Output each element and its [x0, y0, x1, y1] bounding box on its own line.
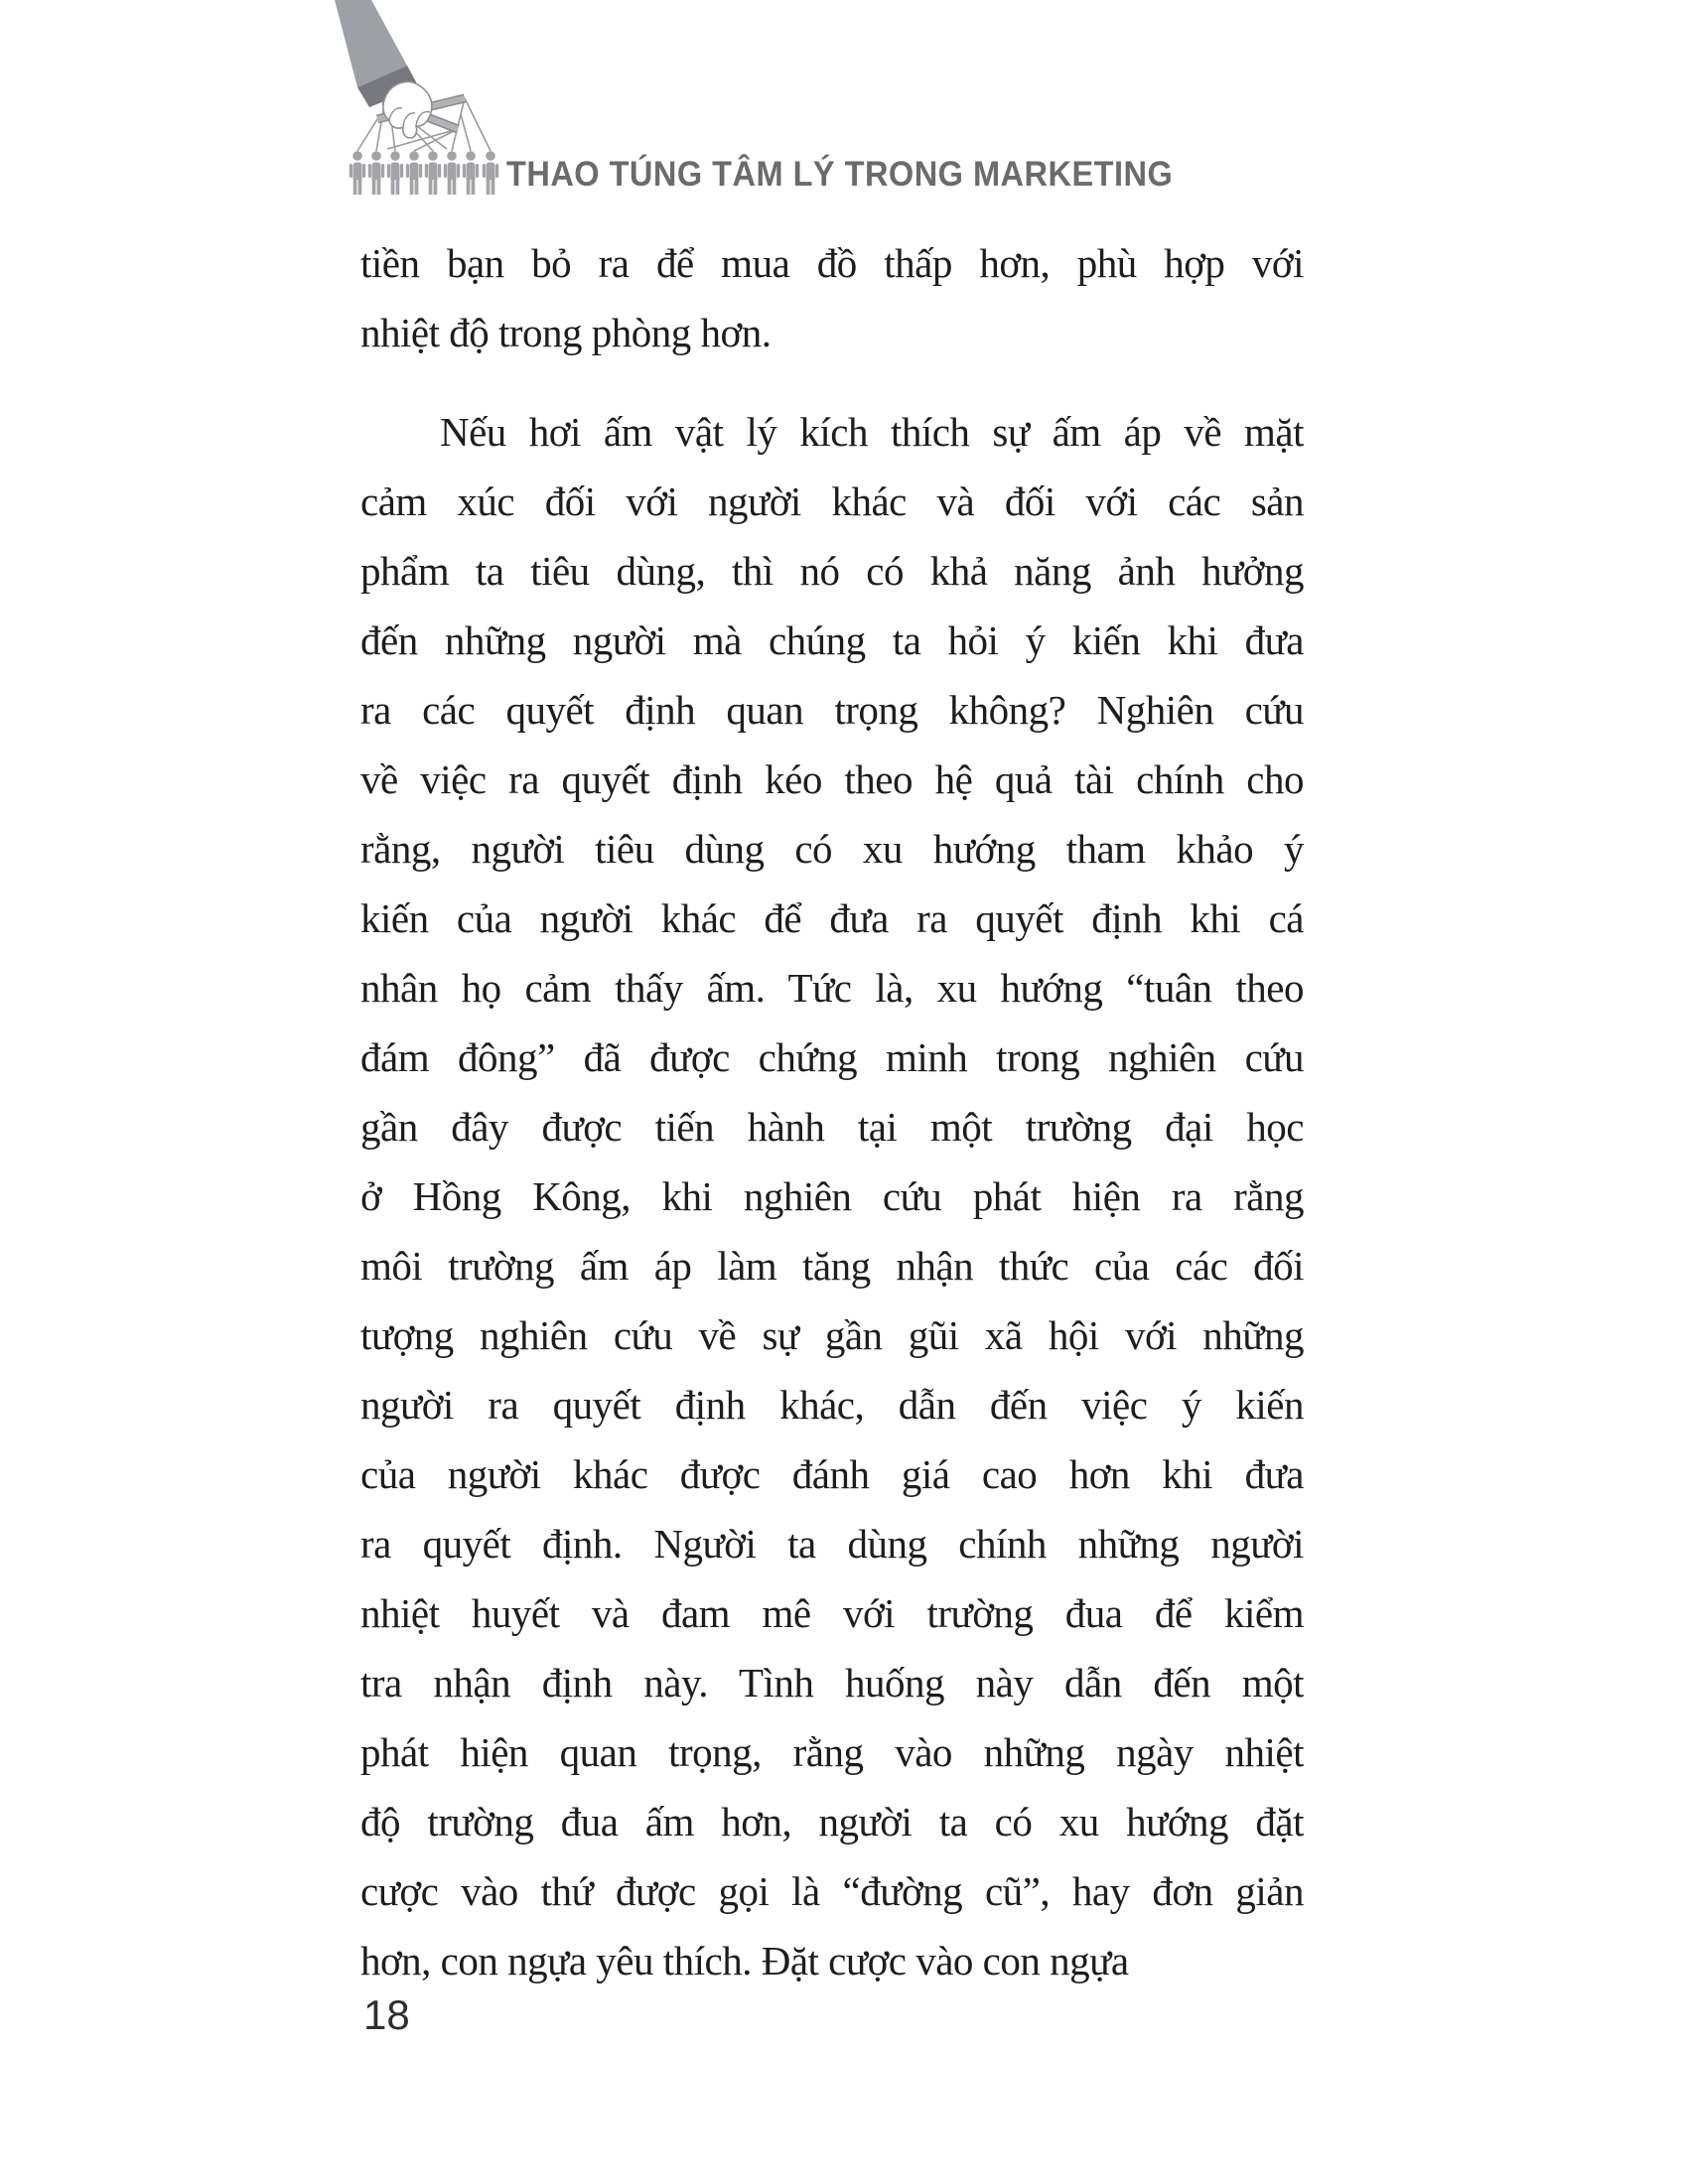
text-line: đến những người mà chúng ta hỏi ý kiến khi đưa — [360, 617, 1304, 663]
text-line: phát hiện quan trọng, rằng vào những ngày nhiệt — [360, 1729, 1304, 1775]
page-number: 18 — [363, 1991, 410, 2038]
running-head-title: THAO TÚNG TÂM LÝ TRONG MARKETING — [506, 155, 1174, 194]
text-line: gần đây được tiến hành tại một trường đại học — [360, 1104, 1304, 1150]
text-line: tiền bạn bỏ ra để mua đồ thấp hơn, phù hợp với — [360, 240, 1304, 286]
puppet-people-row — [350, 151, 498, 195]
text-line: của người khác được đánh giá cao hơn khi đưa — [360, 1451, 1304, 1497]
text-line: phẩm ta tiêu dùng, thì nó có khả năng ảnh hưởng — [360, 548, 1304, 594]
puppeteer-marionette-logo-icon — [328, 0, 506, 199]
paragraph — [360, 228, 1304, 367]
text-line: nhân họ cảm thấy ấm. Tức là, xu hướng “tuân theo — [360, 965, 1304, 1011]
text-line: hơn, con ngựa yêu thích. Đặt cược vào con ngựa — [360, 1938, 1129, 1983]
text-line: nhiệt độ trong phòng hơn. — [360, 310, 772, 355]
text-line: độ trường đua ấm hơn, người ta có xu hướng đặt — [360, 1799, 1304, 1844]
text-line: cược vào thứ được gọi là “đường cũ”, hay đơn giản — [360, 1868, 1304, 1914]
hand-icon — [383, 81, 432, 138]
text-line: rằng, người tiêu dùng có xu hướng tham khảo ý — [360, 826, 1304, 872]
text-line: cảm xúc đối với người khác và đối với các sản — [360, 478, 1304, 524]
text-line: tượng nghiên cứu về sự gần gũi xã hội với những — [360, 1312, 1304, 1358]
text-line: môi trường ấm áp làm tăng nhận thức của các đối — [360, 1243, 1304, 1289]
text-line: ra các quyết định quan trọng không? Nghiên cứu — [360, 687, 1304, 733]
body-text — [360, 228, 1304, 1995]
text-line: nhiệt huyết và đam mê với trường đua để kiểm — [360, 1590, 1304, 1636]
paragraph — [360, 397, 1304, 1995]
text-line: tra nhận định này. Tình huống này dẫn đến một — [360, 1660, 1304, 1706]
text-line: ở Hồng Kông, khi nghiên cứu phát hiện ra rằng — [360, 1173, 1304, 1219]
text-line: người ra quyết định khác, dẫn đến việc ý kiến — [360, 1382, 1304, 1428]
text-line: ra quyết định. Người ta dùng chính những người — [360, 1521, 1304, 1567]
text-line: Nếu hơi ấm vật lý kích thích sự ấm áp về mặt — [440, 409, 1304, 455]
text-line: về việc ra quyết định kéo theo hệ quả tài chính cho — [360, 756, 1304, 802]
text-line: đám đông” đã được chứng minh trong nghiên cứu — [360, 1034, 1304, 1080]
text-line: kiến của người khác để đưa ra quyết định khi cá — [360, 895, 1304, 941]
